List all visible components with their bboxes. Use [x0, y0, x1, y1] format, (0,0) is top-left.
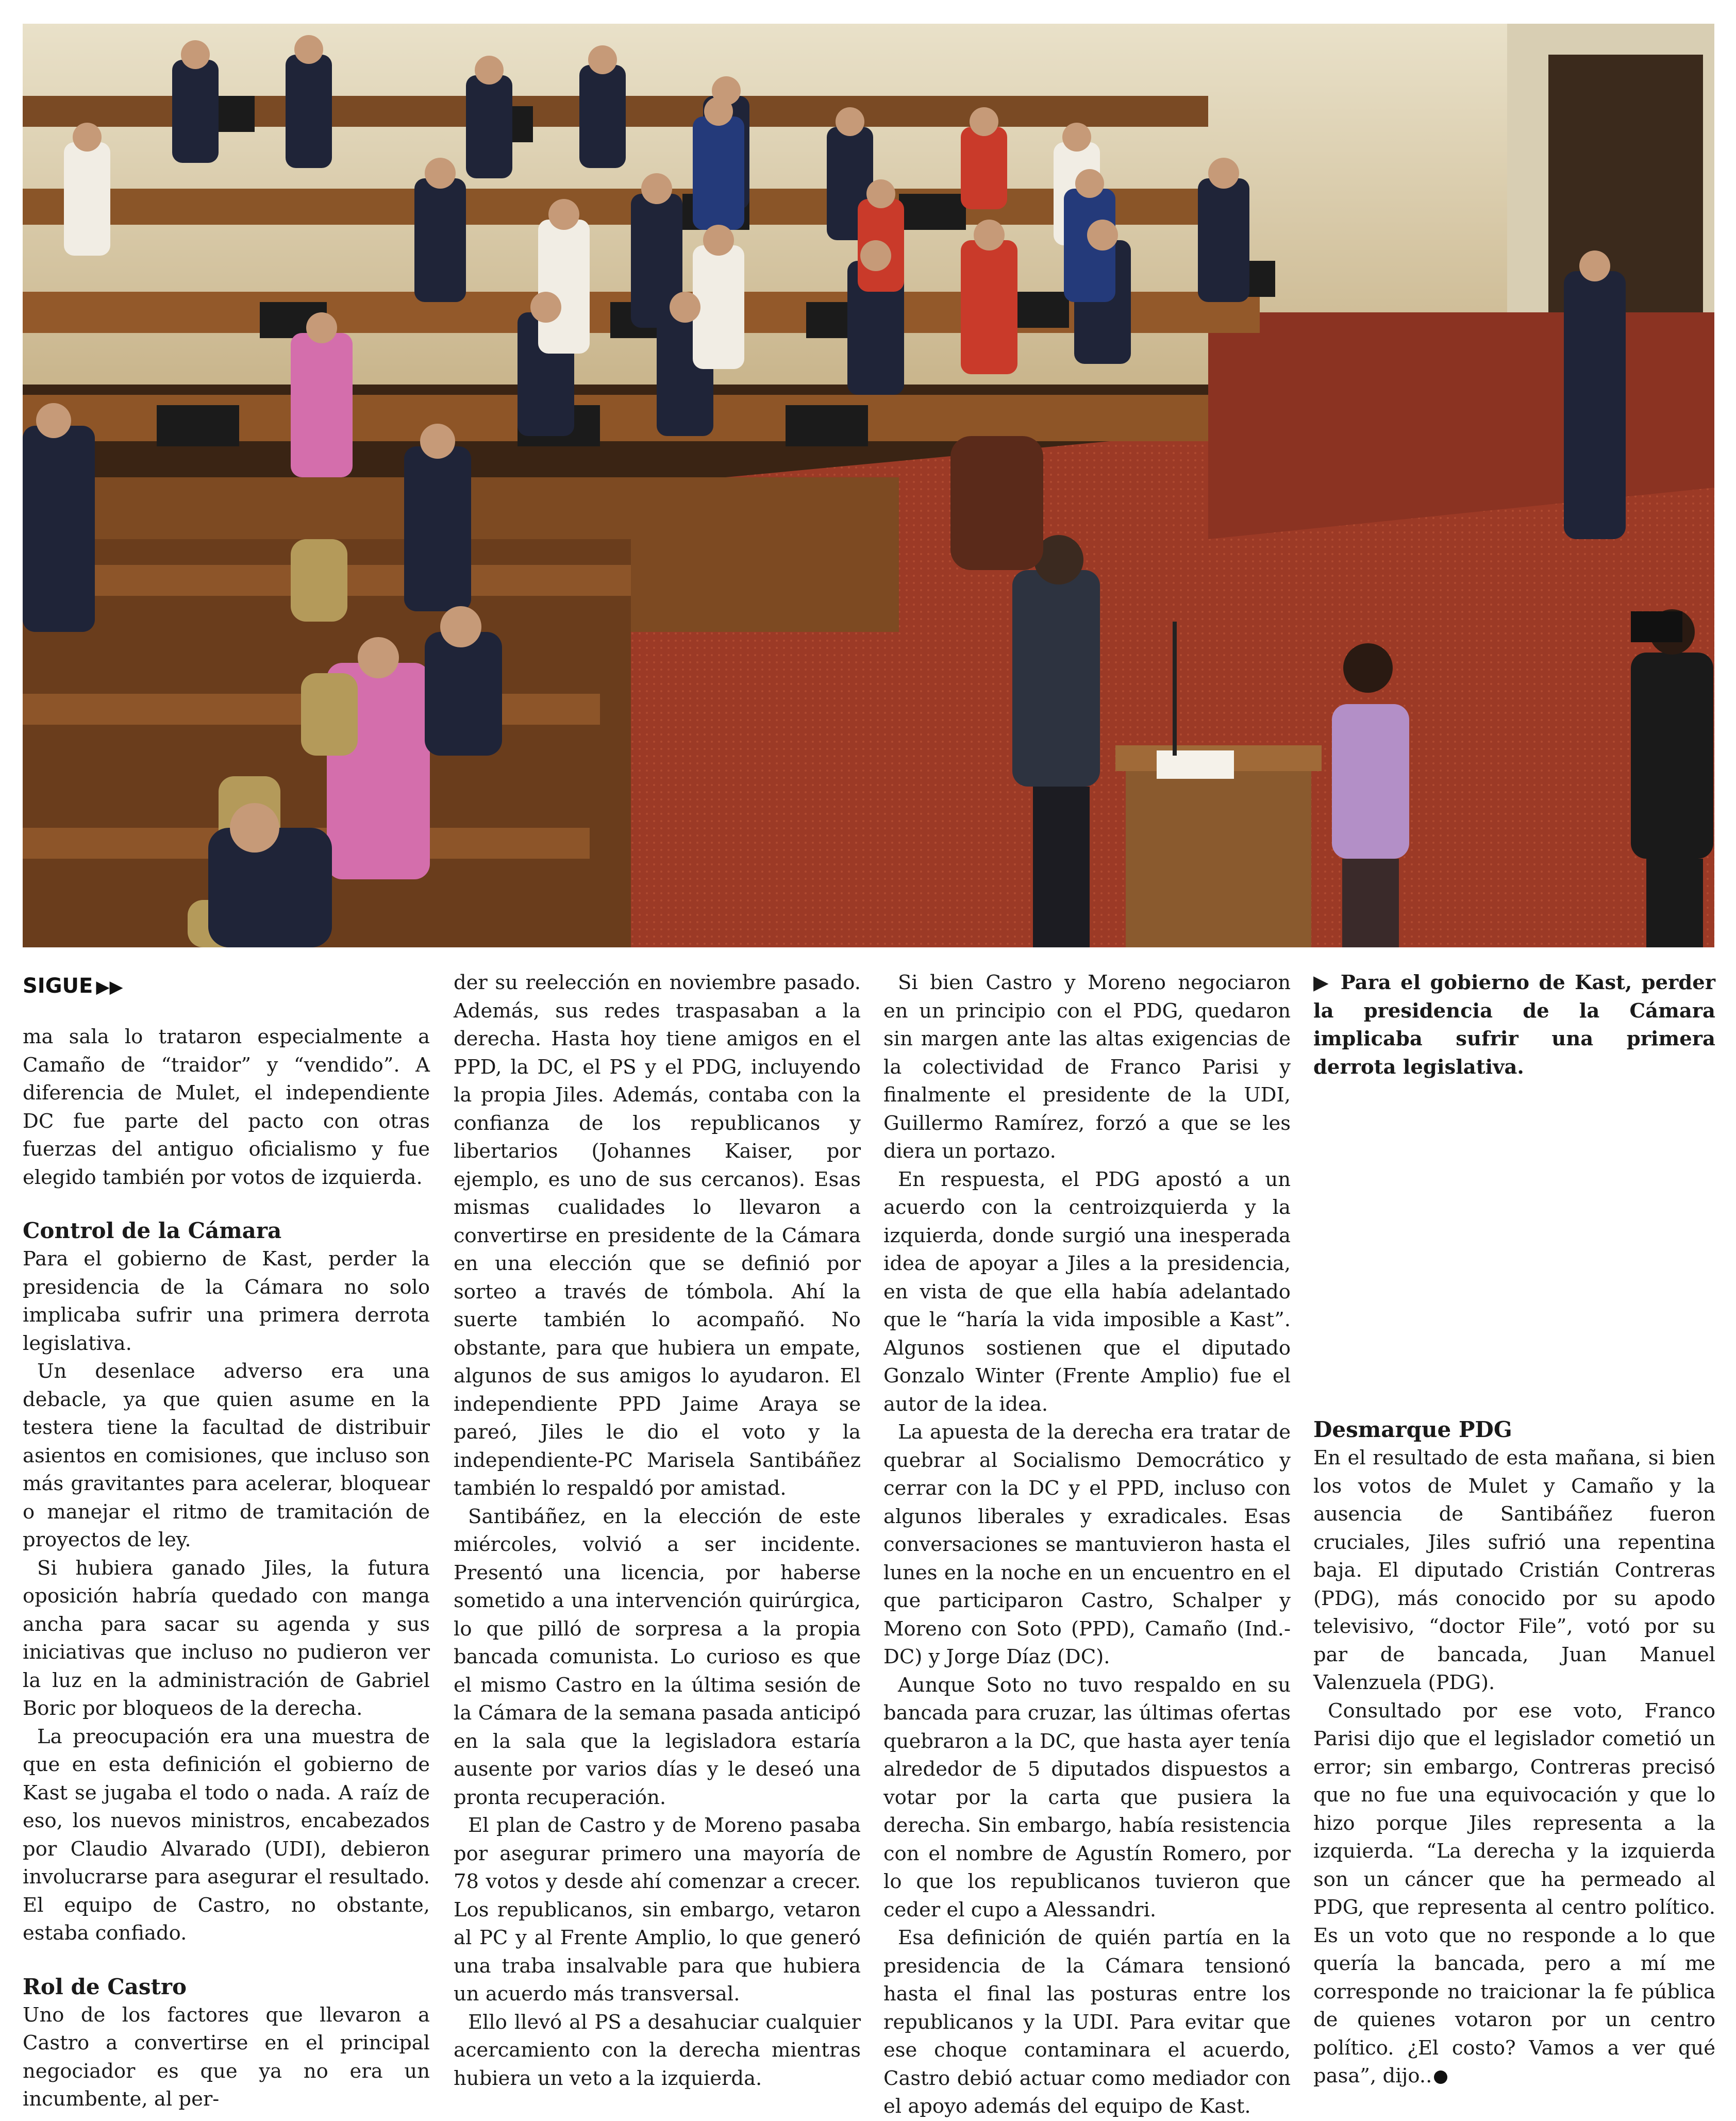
pull-quote-marker-icon: ▶ — [1313, 971, 1331, 994]
paragraph: Esa definición de quién partía en la presidencia de la Cámara tensionó hasta el final las posturas entre los republicanos y la UDI. Para evitar que ese choque contaminara el acuerdo, Castro debió actuar como mediador con el apoyo además del equipo de Kast. — [883, 1926, 1291, 2118]
paragraph: La apuesta de la derecha era tratar de quebrar al Socialismo Democrático y cerrar con la DC y el PPD, incluso con algunos liberales y exradicales. Esas conversaciones se mantuvieron hasta el lunes en la noche en un encuentro en el que participaron Castro, Schalper y Moreno con Soto (PPD), Camaño (Ind.-DC) y Jorge Díaz (DC). — [883, 1421, 1291, 1668]
paragraph: La preocupación era una muestra de que en esta definición el gobierno de Kast se jugaba el todo o nada. A raíz de eso, los nuevos ministros, encabezados por Claudio Alvarado (UDI), debieron involucrarse para asegurar el resultado. El equipo de Castro, no obstante, estaba confiado. — [23, 1725, 430, 1945]
paragraph: Para el gobierno de Kast, perder la presidencia de la Cámara no solo implicaba sufrir una primera derrota legislativa. — [23, 1247, 430, 1355]
paragraph: En respuesta, el PDG apostó a un acuerdo con la centroizquierda y la izquierda, donde surgió una inesperada idea de apoyar a Jiles a la presidencia, en vista de que ella había adelantado que le “haría la vida imposible a Kast”. Algunos sostienen que el diputado Gonzalo Winter (Frente Amplio) fue el autor de la idea. — [883, 1167, 1291, 1416]
paragraph: Si hubiera ganado Jiles, la futura oposición habría quedado con manga ancha para sacar su agenda y sus iniciativas que incluso no pudieron ver la luz en la administración de Gabriel Boric por bloqueos de la derecha. — [23, 1556, 430, 1720]
article-column-4 — [1313, 969, 1715, 1081]
section-heading: Rol de Castro — [23, 1974, 187, 1999]
continued-arrows-icon: ▶▶ — [96, 977, 123, 997]
paragraph — [1313, 1697, 1715, 2091]
pull-quote-text: Para el gobierno de Kast, perder la presidencia de la Cámara implicaba sufrir una primera derrota legislativa. — [1313, 971, 1716, 1079]
paragraph: Ello llevó al PS a desahuciar cualquier acercamiento con la derecha mientras hubiera un veto a la izquierda. — [454, 2010, 861, 2090]
article-column-1 — [23, 1023, 430, 2114]
closing-paragraph-text: Consultado por ese voto, Franco Parisi dijo que el legislador cometió un error; sin embargo, Contreras precisó que no fue una equivocación y que lo hizo porque Jiles representa a la izquierda. “La derecha y la izquierda son un cáncer que ha permeado al PDG, que representa al centro político. Es un voto que no responde a lo que quería la bancada, pero a mí me corresponde no traicionar la fe pública de quienes votaron por un centro político. ¿El costo? Vamos a ver qué pasa”, dijo.. — [1313, 1699, 1715, 2087]
paragraph: El plan de Castro y de Moreno pasaba por asegurar primero una mayoría de 78 votos y desde ahí comenzar a crecer. Los republicanos, sin embargo, vetaron al PC y al Frente Amplio, lo que generó una traba insalvable para que hubiera un acuerdo más transversal. — [454, 1814, 861, 2006]
paragraph: ma sala lo trataron especialmente a Camaño de “traidor” y “vendido”. A diferencia de Mulet, el independiente DC fue parte del pacto con otras fuerzas del antiguo oficialismo y fue elegido también por votos de izquierda. — [23, 1025, 430, 1189]
paragraph: En el resultado de esta mañana, si bien los votos de Mulet y Camaño y la ausencia de Santibáñez fueron cruciales, Jiles sufrió una repentina baja. El diputado Cristián Contreras (PDG), más conocido por su apodo televisivo, “doctor File”, votó por su par de bancada, Juan Manuel Valenzuela (PDG). — [1313, 1446, 1715, 1694]
chamber-photo-illustration — [23, 24, 1714, 947]
paragraph: Uno de los factores que llevaron a Castro a convertirse en el principal negociador es que ya no era un incumbente, al per- — [23, 2003, 430, 2111]
end-of-article-icon — [1434, 2070, 1447, 2084]
paragraph: Santibáñez, en la elección de este miércoles, volvió a ser incidente. Presentó una licencia, por haberse sometido a una intervención quirúrgica, lo que pilló de sorpresa a la propia bancada comunista. Lo curioso es que el mismo Castro en la última sesión de la Cámara de la semana pasada anticipó en la sala que la legisladora estaría ausente por varios días y le deseó una pronta recuperación. — [454, 1505, 861, 1809]
continued-label: SIGUE — [23, 974, 93, 998]
paragraph: Si bien Castro y Moreno negociaron en un principio con el PDG, quedaron sin margen ante las altas exigencias de la colectividad de Franco Parisi y finalmente el presidente de la UDI, Guillermo Ramírez, forzó a que se les diera un portazo. — [883, 971, 1291, 1163]
paragraph: der su reelección en noviembre pasado. Además, sus redes traspasaban a la derecha. Hasta hoy tiene amigos en el PPD, la DC, el PS y el PDG, incluyendo la propia Jiles. Además, contaba con la confianza de los republicanos y libertarios (Johannes Kaiser, por ejemplo, es uno de sus cercanos). Esas mismas cualidades lo llevaron a convertirse en presidente de la Cámara en una elección que se definió por sorteo a través de tómbola. Ahí la suerte también lo acompañó. No obstante, para que hubiera un empate, algunos de sus amigos lo ayudaron. El independiente PPD Jaime Araya se pareó, Jiles le dio el voto y la independiente-PC Marisela Santibáñez también lo respaldó por amistad. — [454, 971, 861, 1500]
paragraph: Aunque Soto no tuvo respaldo en su bancada para cruzar, las últimas ofertas quebraron a la DC, que hasta ayer tenía alrededor de 5 diputados dispuestos a votar por la carta que pusiera la derecha. Sin embargo, había resistencia con el nombre de Agustín Romero, por lo que los republicanos tuvieron que ceder el cupo a Alessandri. — [883, 1673, 1291, 1922]
pull-quote — [1313, 969, 1715, 1081]
section-heading: Control de la Cámara — [23, 1218, 282, 1243]
paragraph: Un desenlace adverso era una debacle, ya que quien asume en la testera tiene la facultad de distribuir asientos en comisiones, que incluso son más gravitantes para acelerar, bloquear o manejar el ritmo de tramitación de proyectos de ley. — [23, 1360, 430, 1551]
article-column-2 — [454, 969, 861, 2093]
article-column-3 — [883, 969, 1291, 2121]
article-column-4-lower — [1313, 1416, 1715, 2091]
chamber-photo — [23, 24, 1714, 947]
continued-marker — [23, 974, 123, 998]
section-heading: Desmarque PDG — [1313, 1417, 1512, 1442]
